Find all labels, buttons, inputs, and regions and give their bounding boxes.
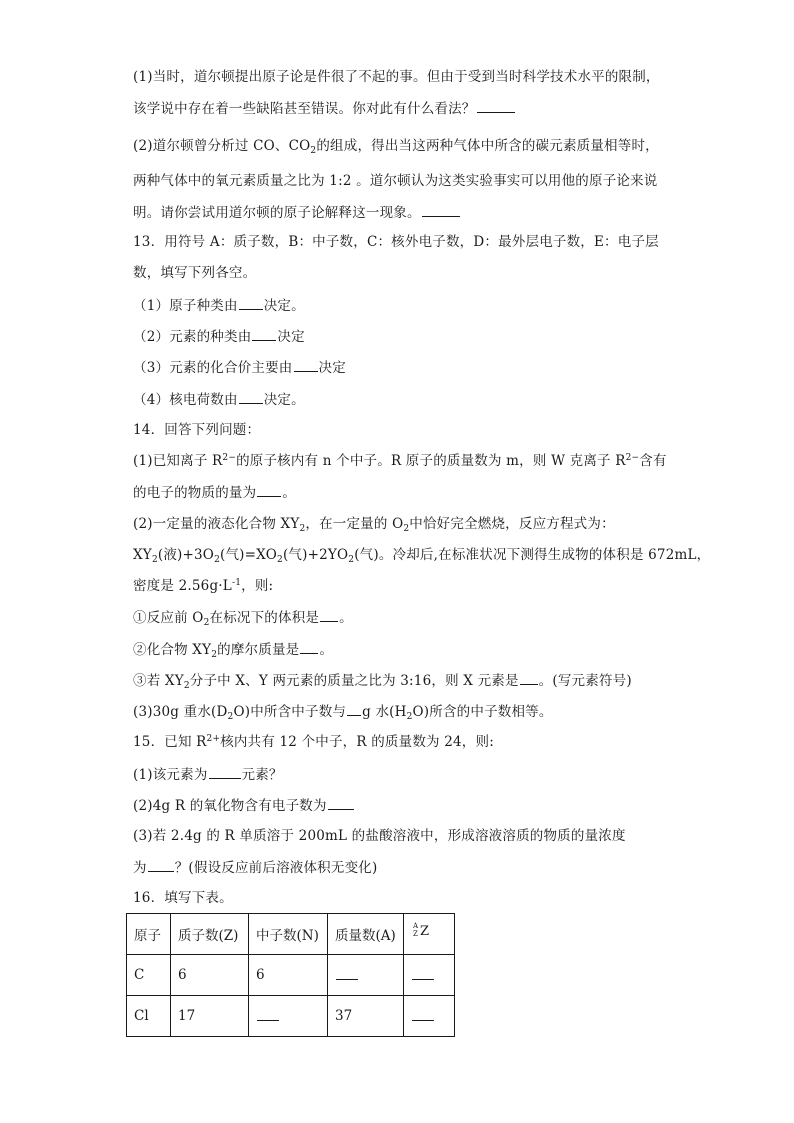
- q13-stem-line2: 数，填写下列各空。: [133, 265, 257, 281]
- q12-part2-line1: (2)道尔顿曾分析过 CO、$CO_2$的组成，得出当这两种气体中所含的碳元素质量相等时，: [133, 138, 659, 156]
- q14-sub3: ③若 $XY_2$分子中 X、Y 两元素的质量之比为 3:16，则 X 元素是 。(写元素符号): [133, 673, 632, 691]
- cell-a-blank[interactable]: [328, 955, 404, 996]
- q14-part2-line1: (2)一定量的液态化合物 $XY_2$，在一定量的 $O_2$中恰好完全燃烧，反应方程式为：: [133, 516, 615, 534]
- q12-part2-line3: 明。请你尝试用道尔顿的原子论解释这一现象。: [133, 203, 461, 222]
- cell-nuclide-blank[interactable]: [404, 996, 455, 1037]
- answer-blank[interactable]: [520, 671, 538, 685]
- q14-part1-line1: (1)已知离子 $R^{2-}$的原子核内有 n 个中子。R 原子的质量数为 m，则 W 克离子 $R^{2-}$含有: [133, 453, 667, 469]
- cell-a: 37: [328, 996, 404, 1037]
- q15-part1: (1)该元素为 元素？: [133, 767, 283, 783]
- answer-blank[interactable]: [257, 483, 281, 497]
- header-cell: 质量数(A): [328, 914, 404, 955]
- cell-z: 17: [171, 996, 249, 1037]
- cell-z: 6: [171, 955, 249, 996]
- q13-item-3: （3）元素的化合价主要由 决定: [133, 360, 346, 376]
- answer-blank[interactable]: [328, 796, 354, 810]
- atom-table: [126, 913, 455, 1037]
- cell-atom: C: [127, 955, 171, 996]
- q13-stem-line1: 13．用符号 A：质子数，B：中子数，C：核外电子数，D：最外层电子数，E：电子层: [133, 234, 659, 250]
- q15-stem: 15．已知 $R^{2+}$核内共有 12 个中子，R 的质量数为 24，则:: [133, 734, 494, 750]
- q12-part2-line2: 两种气体中的氧元素质量之比为 1:2 。道尔顿认为这类实验事实可以用他的原子论来说: [133, 173, 658, 189]
- table-row: [127, 996, 455, 1037]
- q14-sub1: ①反应前 $O_2$在标况下的体积是 。: [133, 610, 353, 628]
- q14-density: 密度是 $2.56g\cdot L^{-1}$，则:: [133, 578, 274, 594]
- q13-item-1: （1）原子种类由 决定。: [133, 298, 305, 314]
- answer-blank[interactable]: [252, 327, 276, 341]
- cell-atom: Cl: [127, 996, 171, 1037]
- header-cell-nuclide: [404, 914, 455, 955]
- answer-blank[interactable]: [347, 702, 361, 716]
- q14-equation: $XY_2$(液)$+3O_2$(气)$=XO_2$(气)$+2YO_2$(气)。冷却后,在标准状况下测得生成物的体积是 672mL，: [133, 547, 711, 565]
- answer-blank[interactable]: [477, 99, 515, 113]
- table-header-row: [127, 914, 455, 955]
- q12-part1-line1: (1)当时，道尔顿提出原子论是件很了不起的事。但由于受到当时科学技术水平的限制，: [133, 69, 660, 85]
- q14-title: 14．回答下列问题：: [133, 422, 261, 438]
- nuclide-symbol: A Z Z: [413, 922, 430, 939]
- q15-part3-line2: 为 ？(假设反应前后溶液体积无变化): [133, 860, 378, 876]
- cell-n-blank[interactable]: [249, 996, 328, 1037]
- header-cell: 中子数(N): [249, 914, 328, 955]
- q13-item-4: （4）核电荷数由 决定。: [133, 392, 305, 408]
- q14-sub2: ②化合物 $XY_2$的摩尔质量是 。: [133, 642, 334, 660]
- q13-item-2: （2）元素的种类由 决定: [133, 329, 305, 345]
- answer-blank[interactable]: [422, 203, 460, 217]
- q15-part2: (2)4g R 的氧化物含有电子数为: [133, 796, 355, 815]
- table-row: [127, 955, 455, 996]
- q16-title: 16．填写下表。: [133, 890, 233, 906]
- header-cell: 原子: [127, 914, 171, 955]
- answer-blank[interactable]: [209, 765, 241, 779]
- q14-part3: (3)30g 重水$(D_2O)$中所含中子数与 g 水$(H_2O)$所含的中子数相等。: [133, 704, 553, 722]
- cell-nuclide-blank[interactable]: [404, 955, 455, 996]
- answer-blank[interactable]: [300, 640, 318, 654]
- answer-blank[interactable]: [294, 358, 318, 372]
- answer-blank[interactable]: [148, 858, 174, 872]
- answer-blank[interactable]: [239, 390, 263, 404]
- cell-n: 6: [249, 955, 328, 996]
- q15-part3-line1: (3)若 2.4g 的 R 单质溶于 200mL 的盐酸溶液中，形成溶液溶质的物质的量浓度: [133, 828, 626, 844]
- header-cell: 质子数(Z): [171, 914, 249, 955]
- answer-blank[interactable]: [320, 608, 338, 622]
- q14-part1-line2: 的电子的物质的量为 。: [133, 485, 297, 501]
- answer-blank[interactable]: [239, 296, 263, 310]
- q12-part1-line2: 该学说中存在着一些缺陷甚至错误。你对此有什么看法？: [133, 99, 516, 118]
